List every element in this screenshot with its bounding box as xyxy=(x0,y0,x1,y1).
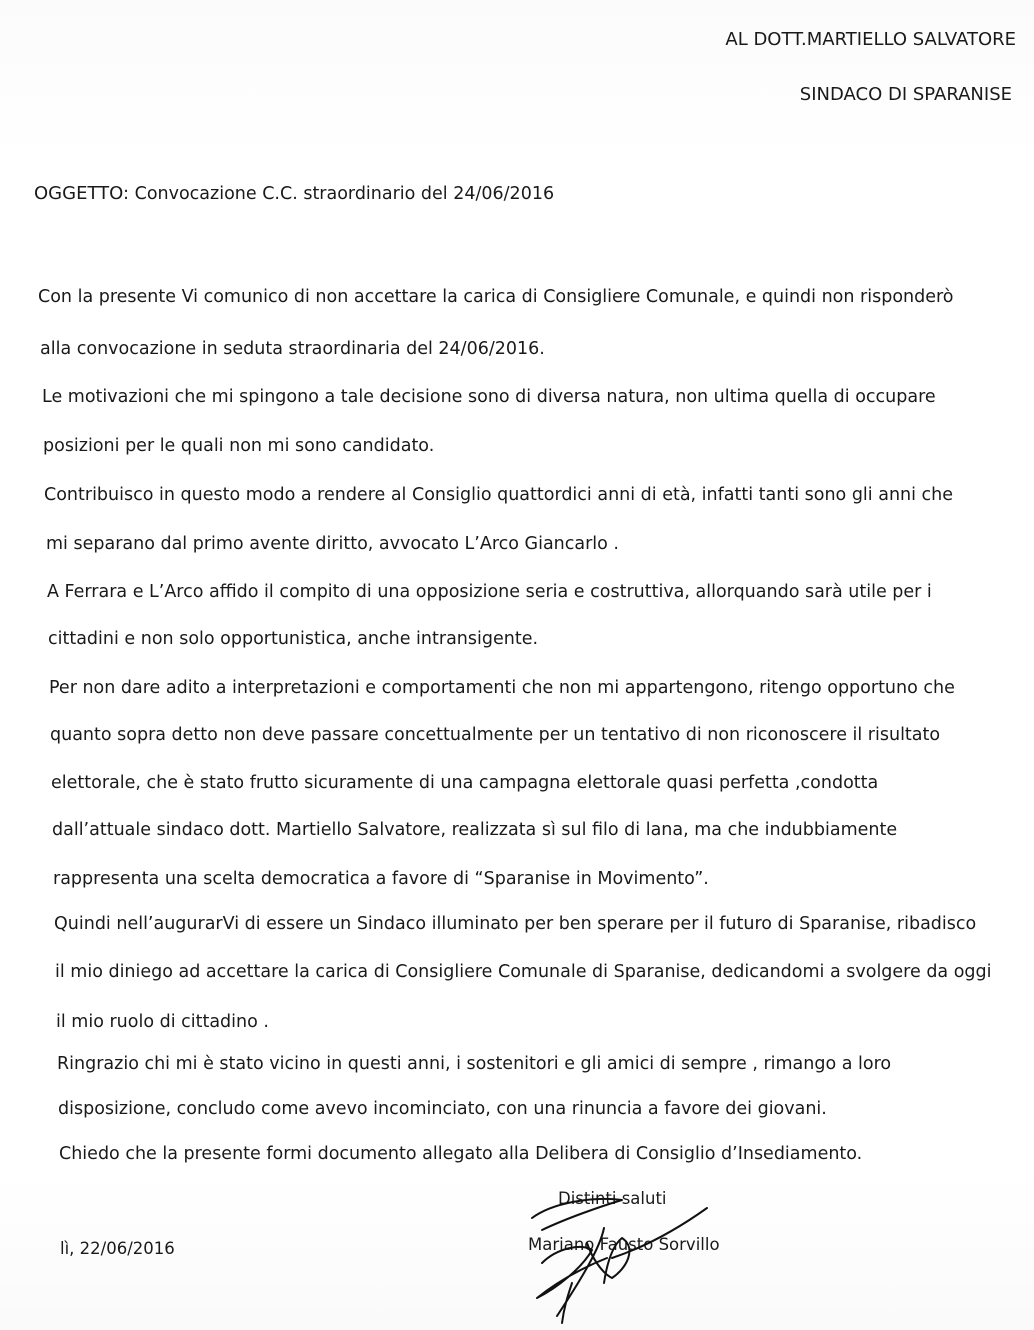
body-line: Ringrazio chi mi è stato vicino in questi anni, i sostenitori e gli amici di sempre , rimango a loro xyxy=(57,1054,892,1074)
body-line: il mio diniego ad accettare la carica di Consigliere Comunale di Sparanise, dedicandomi a svolgere da oggi xyxy=(55,962,992,982)
body-line: rappresenta una scelta democratica a favore di “Sparanise in Movimento”. xyxy=(53,869,709,889)
addressee-title: SINDACO DI SPARANISE xyxy=(799,84,1012,105)
body-line: elettorale, che è stato frutto sicuramente di una campagna elettorale quasi perfetta ,condotta xyxy=(51,773,879,793)
body-line: posizioni per le quali non mi sono candidato. xyxy=(43,436,435,456)
body-line: Quindi nell’augurarVi di essere un Sindaco illuminato per ben sperare per il futuro di Sparanise, ribadisco xyxy=(54,914,977,934)
body-line: Contribuisco in questo modo a rendere al Consiglio quattordici anni di età, infatti tanti sono gli anni che xyxy=(44,485,954,505)
signer-name: Mariano Fausto Sorvillo xyxy=(528,1235,720,1254)
addressee-name: AL DOTT.MARTIELLO SALVATORE xyxy=(725,29,1016,50)
body-line: Per non dare adito a interpretazioni e comportamenti che non mi appartengono, ritengo opportuno che xyxy=(49,678,955,698)
body-line: mi separano dal primo avente diritto, avvocato L’Arco Giancarlo . xyxy=(46,534,619,554)
subject-line xyxy=(34,183,554,205)
body-line: dall’attuale sindaco dott. Martiello Salvatore, realizzata sì sul filo di lana, ma che indubbiamente xyxy=(52,820,898,840)
closing-greeting: Distinti saluti xyxy=(558,1189,667,1208)
body-line: alla convocazione in seduta straordinaria del 24/06/2016. xyxy=(40,339,545,359)
subject-text: Convocazione C.C. straordinario del 24/06/2016 xyxy=(129,184,555,204)
body-line: quanto sopra detto non deve passare concettualmente per un tentativo di non riconoscere il risultato xyxy=(50,725,941,745)
body-line: il mio ruolo di cittadino . xyxy=(56,1012,269,1032)
body-line: A Ferrara e L’Arco affido il compito di una opposizione seria e costruttiva, allorquando sarà utile per i xyxy=(47,582,932,602)
body-line: Chiedo che la presente formi documento allegato alla Delibera di Consiglio d’Insediamento. xyxy=(59,1144,863,1164)
letter-date: lì, 22/06/2016 xyxy=(60,1239,175,1258)
handwritten-signature xyxy=(512,1188,712,1328)
body-line: cittadini e non solo opportunistica, anche intransigente. xyxy=(48,629,539,649)
body-line: Con la presente Vi comunico di non accettare la carica di Consigliere Comunale, e quindi non risponderò xyxy=(38,287,954,307)
body-line: Le motivazioni che mi spingono a tale decisione sono di diversa natura, non ultima quella di occupare xyxy=(42,387,936,407)
body-line: disposizione, concludo come avevo incominciato, con una rinuncia a favore dei giovani. xyxy=(58,1099,827,1119)
subject-label: OGGETTO: xyxy=(34,183,130,204)
